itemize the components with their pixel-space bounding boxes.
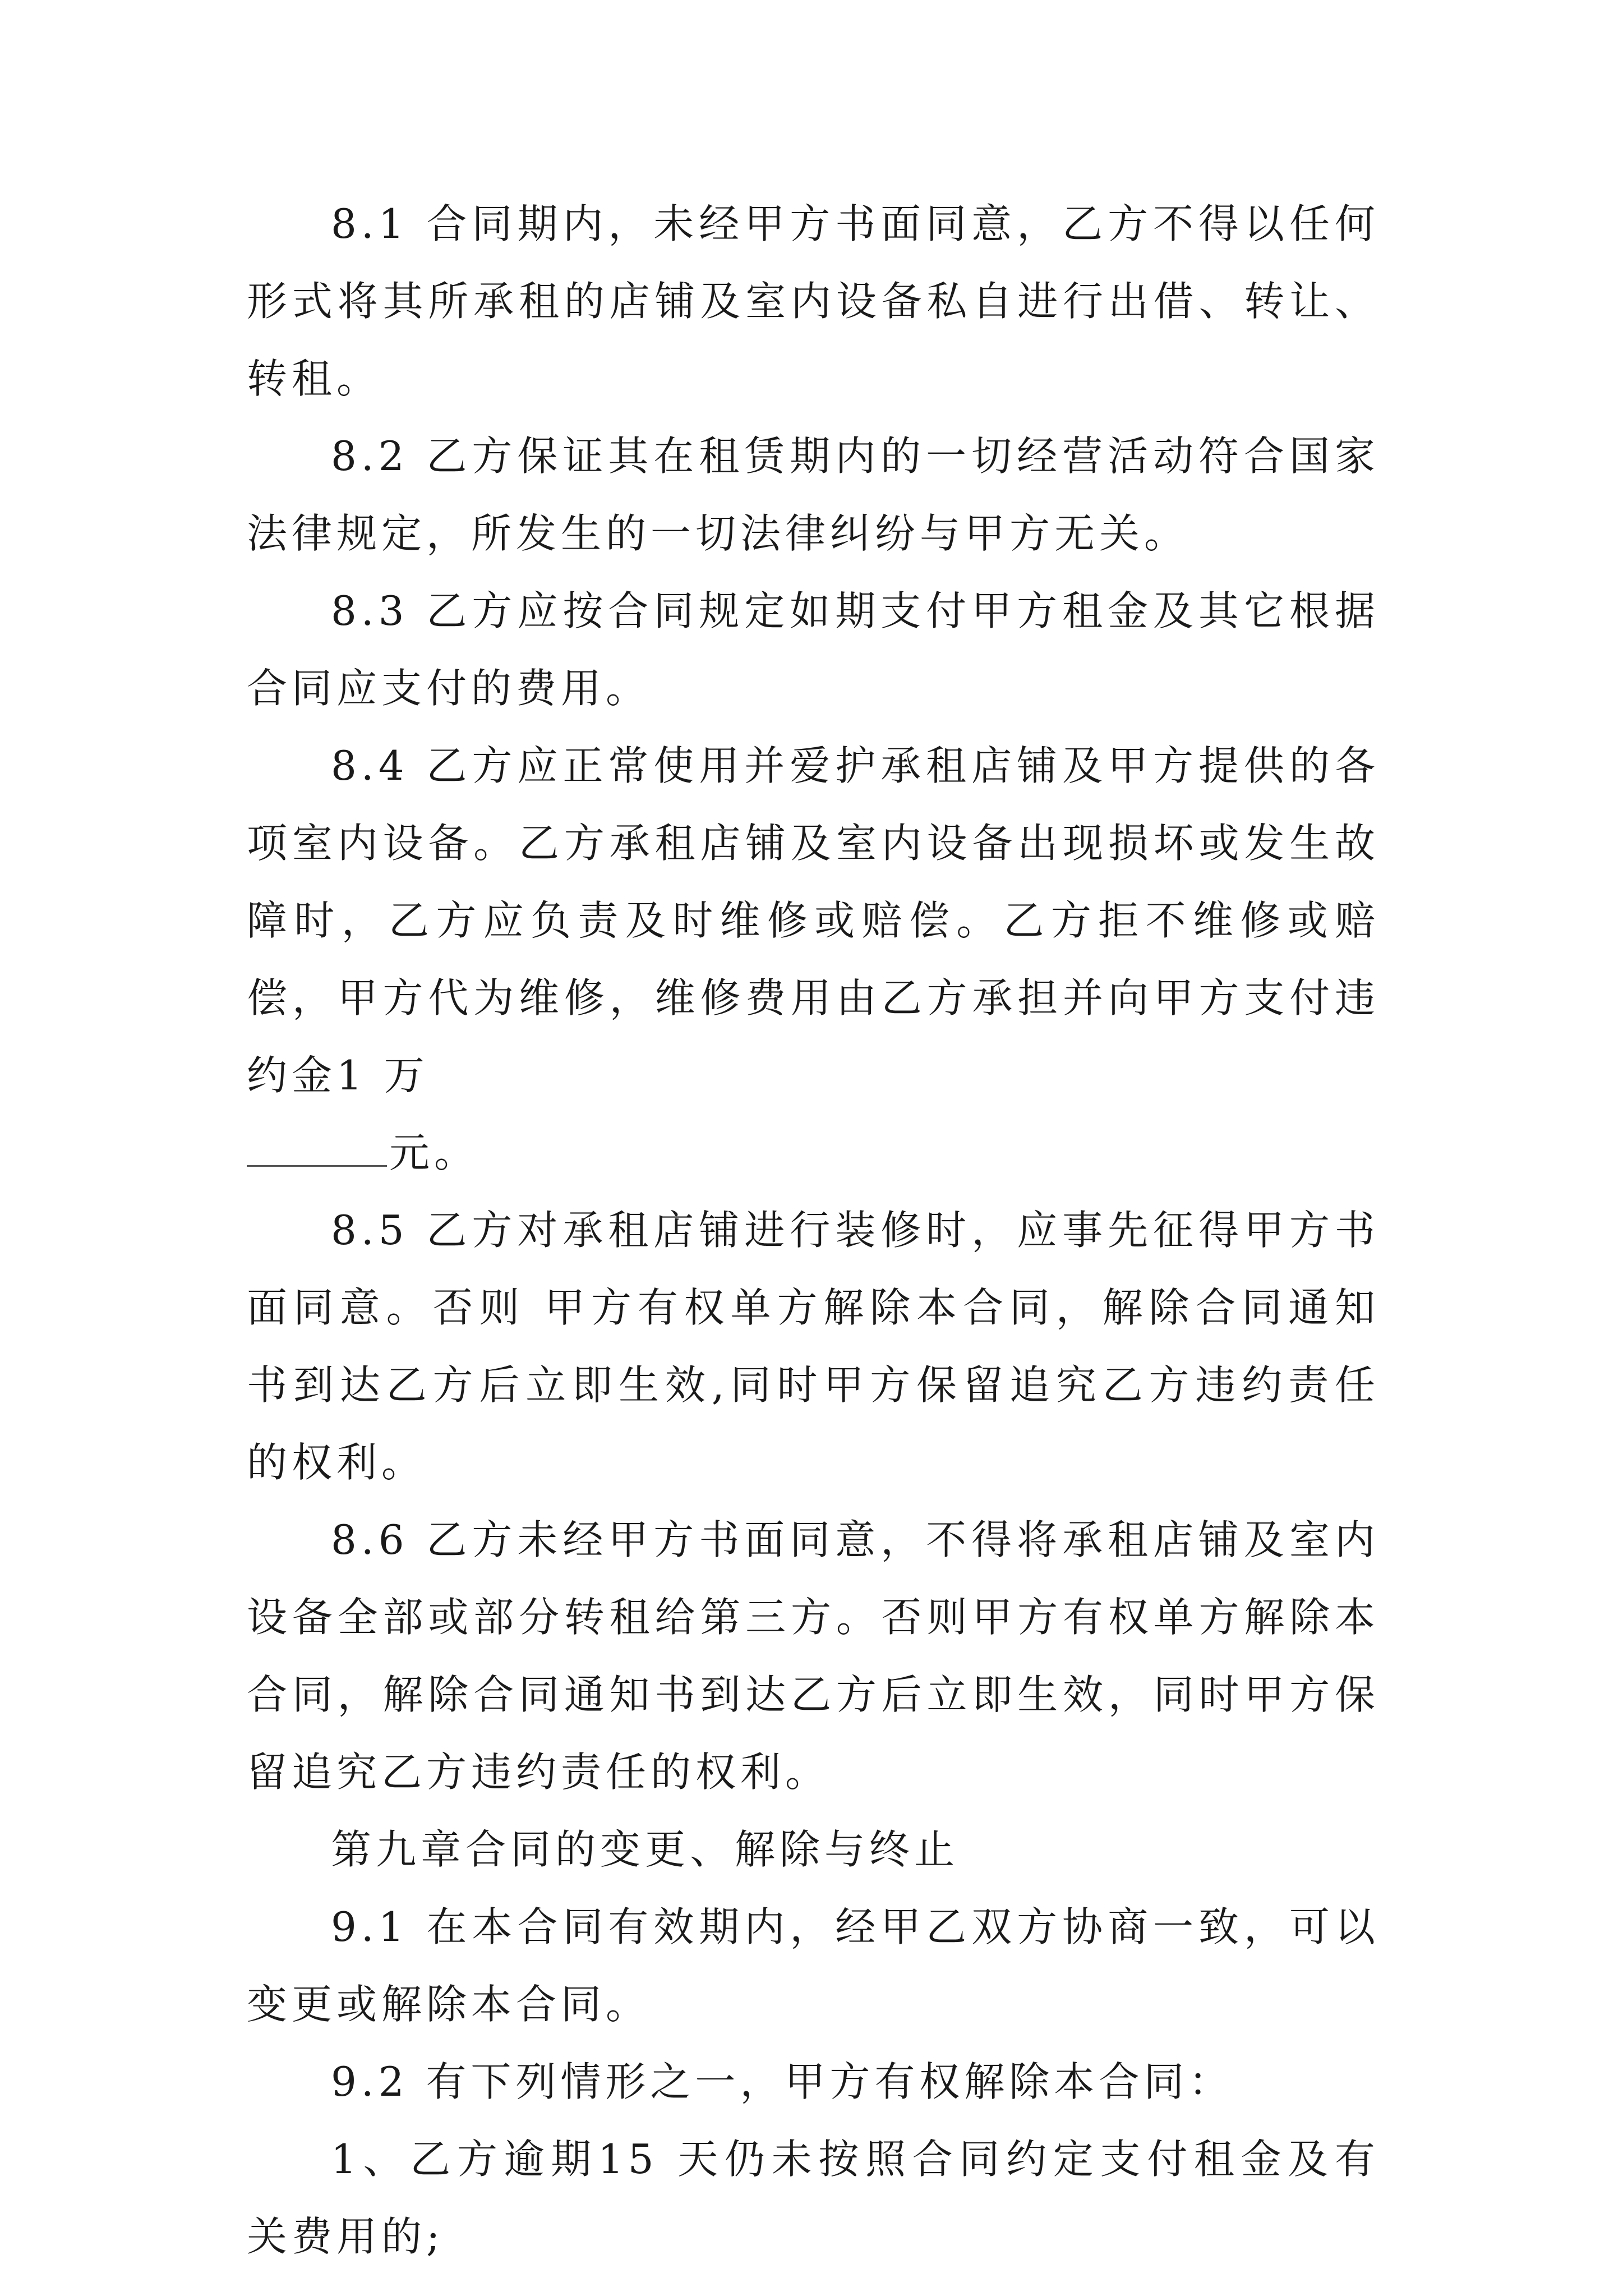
clause-8-4-tail: 元。: [389, 1129, 479, 1176]
clause-8-4-amount-line: [247, 1114, 1380, 1191]
clause-8-6: 8.6 乙方未经甲方书面同意，不得将承租店铺及室内设备全部或部分转租给第三方。否则甲方有权单方解除本合同，解除合同通知书到达乙方后立即生效，同时甲方保留追究乙方违约责任的权利。: [247, 1516, 1380, 1796]
document-body: [247, 185, 1380, 2275]
clause-9-1: 9.1 在本合同有效期内，经甲乙双方协商一致，可以变更或解除本合同。: [247, 1903, 1380, 2028]
fill-in-blank: [247, 1131, 387, 1167]
clause-8-1: 8.1 合同期内，未经甲方书面同意，乙方不得以任何形式将其所承租的店铺及室内设备私自进行出借、转让、转租。: [247, 200, 1380, 402]
clause-9-2: 9.2 有下列情形之一，甲方有权解除本合同：: [331, 2058, 1234, 2105]
clause-8-3: 8.3 乙方应按合同规定如期支付甲方租金及其它根据合同应支付的费用。: [247, 587, 1380, 712]
clause-8-2: 8.2 乙方保证其在租赁期内的一切经营活动符合国家法律规定，所发生的一切法律纠纷与甲方无关。: [247, 432, 1380, 557]
clause-8-5: 8.5 乙方对承租店铺进行装修时，应事先征得甲方书面同意。否则 甲方有权单方解除本合同，解除合同通知书到达乙方后立即生效,同时甲方保留追究乙方违约责任的权利。: [247, 1207, 1380, 1486]
clause-9-2-item-1: 1、乙方逾期15 天仍未按照合同约定支付租金及有关费用的;: [247, 2136, 1380, 2260]
clause-8-4: 8.4 乙方应正常使用并爱护承租店铺及甲方提供的各项室内设备。乙方承租店铺及室内设备出现损坏或发生故障时，乙方应负责及时维修或赔偿。乙方拒不维修或赔偿，甲方代为维修，维修费用由乙方承担并向甲方支付违约金1 万: [247, 742, 1380, 1099]
chapter-9-heading: 第九章合同的变更、解除与终止: [331, 1826, 960, 1873]
